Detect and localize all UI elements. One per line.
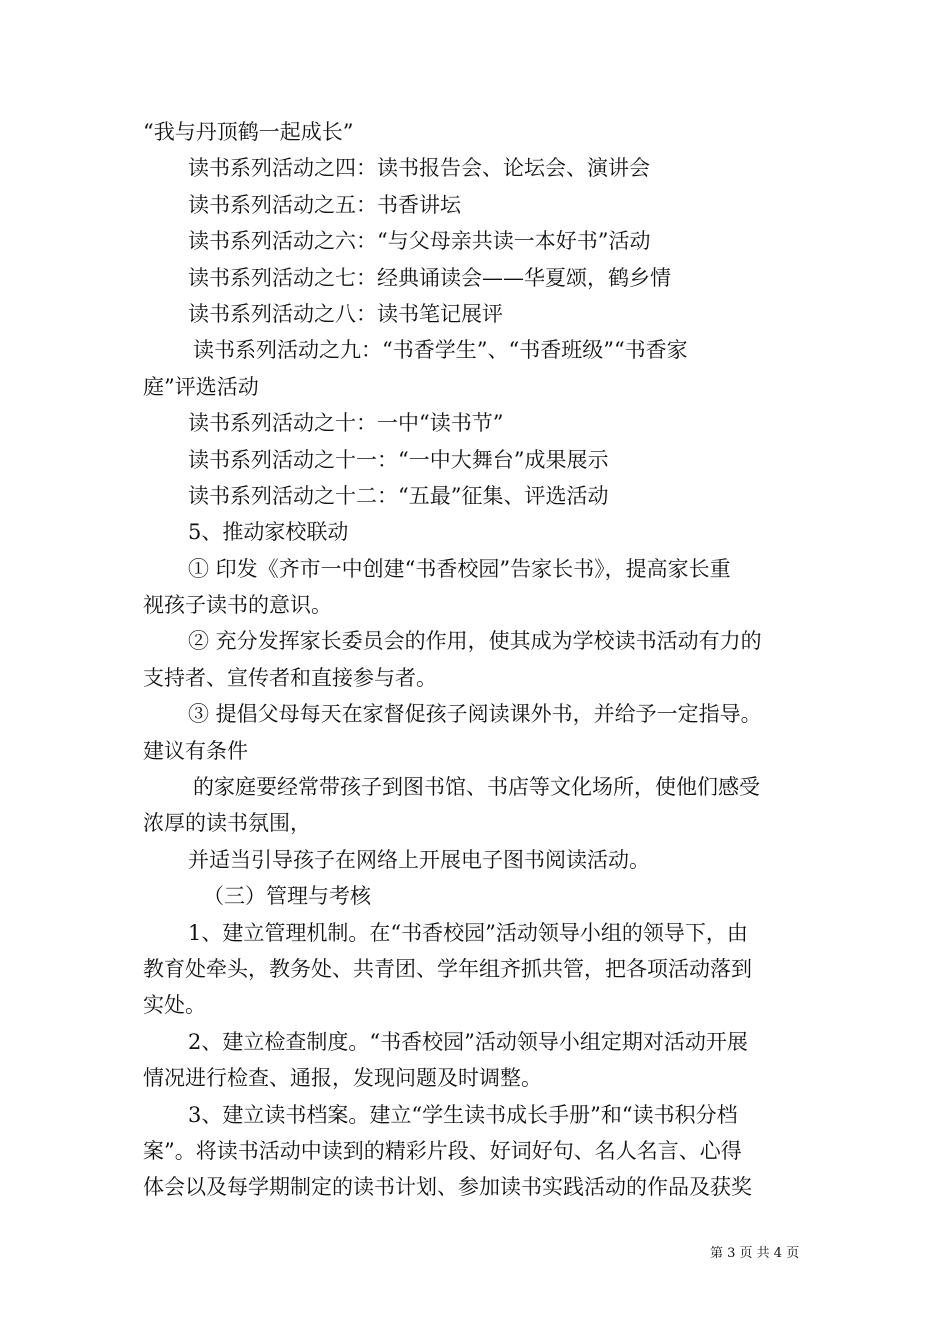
text-line: 情况进行检查、通报，发现问题及时调整。 <box>143 1066 542 1091</box>
text-line: 读书系列活动之十一：“一中大舞台”成果展示 <box>188 447 609 472</box>
text-line: “我与丹顶鹤一起成长” <box>143 120 354 144</box>
text-line: 实处。 <box>143 993 206 1018</box>
text-line: 读书系列活动之十二：“五最”征集、评选活动 <box>188 483 609 508</box>
text-line: 的家庭要经常带孩子到图书馆、书店等文化场所，使他们感受 <box>193 775 760 800</box>
text-line: 读书系列活动之九：“书香学生”、“书香班级”“书香家 <box>193 338 688 363</box>
text-line: 读书系列活动之四：读书报告会、论坛会、演讲会 <box>188 156 650 181</box>
text-line: 案”。将读书活动中读到的精彩片段、好词好句、名人名言、心得 <box>143 1138 742 1163</box>
text-line: 3、建立读书档案。建立“学生读书成长手册”和“读书积分档 <box>188 1102 738 1127</box>
text-line: 浓厚的读书氛围， <box>143 811 311 836</box>
text-line: 2、建立检查制度。“书香校园”活动领导小组定期对活动开展 <box>188 1029 748 1054</box>
text-line: 读书系列活动之十：一中“读书节” <box>188 411 504 436</box>
text-line: （三）管理与考核 <box>203 884 371 909</box>
page-number: 第 3 页 共 4 页 <box>710 1246 800 1261</box>
text-line: ② 充分发挥家长委员会的作用，使其成为学校读书活动有力的 <box>188 629 762 654</box>
text-line: 视孩子读书的意识。 <box>143 593 332 618</box>
text-line: 庭”评选活动 <box>143 374 259 399</box>
text-line: 1、建立管理机制。在“书香校园”活动领导小组的领导下，由 <box>188 920 748 945</box>
text-line: ③ 提倡父母每天在家督促孩子阅读课外书，并给予一定指导。 <box>188 702 762 727</box>
text-line: 体会以及每学期制定的读书计划、参加读书实践活动的作品及获奖 <box>143 1175 752 1200</box>
text-line: ① 印发《齐市一中创建“书香校园”告家长书》，提高家长重 <box>188 556 731 581</box>
text-line: 读书系列活动之八：读书笔记展评 <box>188 301 503 326</box>
text-line: 读书系列活动之五：书香讲坛 <box>188 192 461 217</box>
text-line: 支持者、宣传者和直接参与者。 <box>143 665 437 690</box>
text-line: 读书系列活动之六：“与父母亲共读一本好书”活动 <box>188 229 651 254</box>
text-line: 并适当引导孩子在网络上开展电子图书阅读活动。 <box>188 847 650 872</box>
document-body <box>143 114 813 1206</box>
text-line: 读书系列活动之七：经典诵读会——华夏颂，鹤乡情 <box>188 265 671 290</box>
text-line: 建议有条件 <box>143 738 248 763</box>
text-line: 教育处牵头，教务处、共青团、学年组齐抓共管，把各项活动落到 <box>143 956 752 981</box>
text-line: 5、推动家校联动 <box>188 520 349 545</box>
